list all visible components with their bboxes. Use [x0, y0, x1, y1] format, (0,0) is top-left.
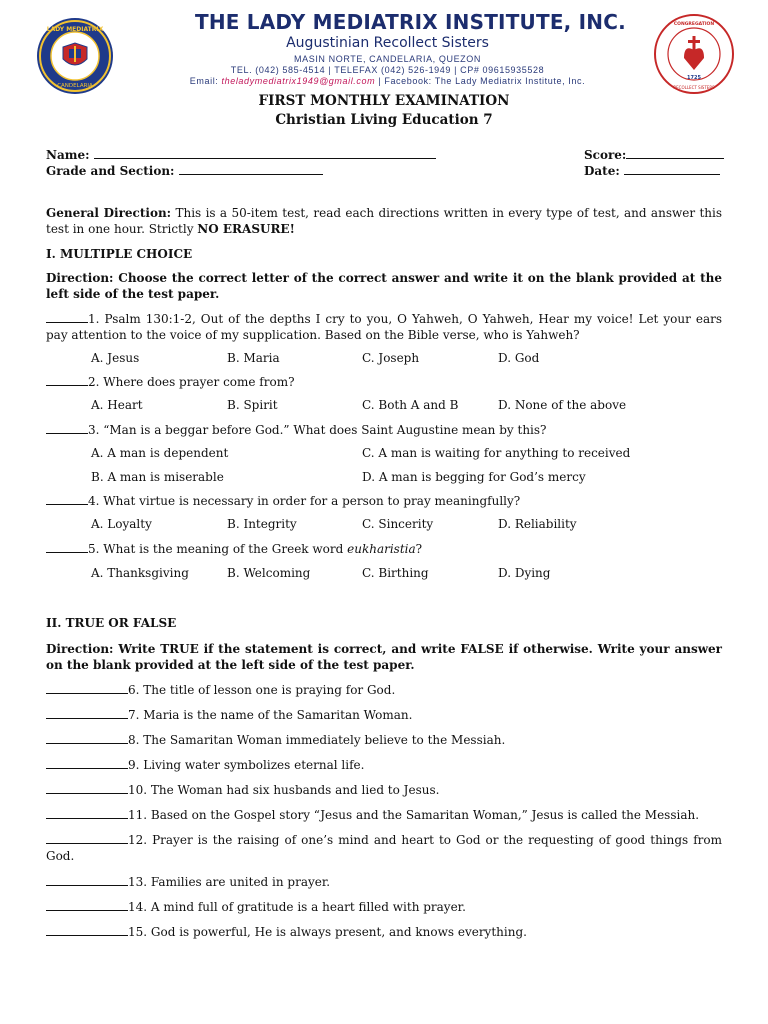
answer-blank[interactable] [46, 682, 128, 694]
q2-option-b: B. Spirit [227, 398, 278, 412]
answer-blank[interactable] [46, 899, 128, 911]
q2-option-d: D. None of the above [498, 398, 627, 412]
q5-option-b: B. Welcoming [227, 566, 311, 580]
answer-blank[interactable] [46, 707, 128, 719]
answer-blank[interactable] [46, 732, 128, 744]
answer-blank[interactable] [46, 782, 128, 794]
question-text: 1. Psalm 130:1-2, Out of the depths I cry to you, O Yahweh, O Yahweh, Hear my voice! Let your ears pay attention to the voice of my supplication. Based on the Bible verse, who is Yahweh? [46, 312, 722, 342]
q4-option-d: D. Reliability [498, 517, 577, 531]
date-field[interactable] [584, 163, 720, 179]
answer-blank[interactable] [46, 832, 128, 844]
q4-option-c: C. Sincerity [362, 517, 434, 531]
question-text: 5. What is the meaning of the Greek word [88, 542, 348, 556]
answer-blank[interactable] [46, 807, 128, 819]
question-mark: ? [415, 542, 423, 556]
email-label: Email: [189, 76, 222, 86]
tf-item-11 [46, 807, 699, 823]
question-5 [46, 541, 422, 557]
answer-blank[interactable] [46, 874, 128, 886]
school-contact-line [145, 76, 630, 86]
multiple-choice-direction: Direction: Choose the correct letter of the correct answer and write it on the blank provided at the left side of the test paper. [46, 271, 722, 301]
q3-option-b: B. A man is miserable [91, 470, 224, 484]
general-direction [46, 205, 722, 237]
question-4 [46, 493, 520, 509]
exam-subject: Christian Living Education 7 [275, 112, 493, 128]
general-direction-text: This is a 50-item test, read each directions written in every type of test, and answer this test in one hour. Strictly [46, 206, 722, 236]
statement-text: 12. Prayer is the raising of one’s mind and heart to God or the requesting of good things from God. [46, 833, 722, 863]
svg-text:CONGREGATION: CONGREGATION [673, 22, 715, 27]
answer-blank[interactable] [46, 757, 128, 769]
tf-item-7 [46, 707, 412, 723]
q5-option-d: D. Dying [498, 566, 551, 580]
school-email[interactable]: theladymediatrix1949@gmail.com [221, 76, 376, 86]
answer-blank[interactable] [46, 541, 88, 553]
q5-option-c: C. Birthing [362, 566, 429, 580]
statement-text: 9. Living water symbolizes eternal life. [128, 758, 365, 772]
q4-option-b: B. Integrity [227, 517, 297, 531]
statement-text: 7. Maria is the name of the Samaritan Woman. [128, 708, 413, 722]
statement-text: 15. God is powerful, He is always present, and knows everything. [128, 925, 527, 939]
answer-blank[interactable] [46, 311, 88, 323]
school-phones: TEL. (042) 585-4514 | TELEFAX (042) 526-1949 | CP# 09615935528 [230, 65, 545, 75]
q2-option-a: A. Heart [91, 398, 143, 412]
congregation-seal-right [654, 14, 734, 94]
tf-item-10 [46, 782, 439, 798]
statement-text: 6. The title of lesson one is praying for God. [128, 683, 396, 697]
section-title-true-or-false: II. TRUE OR FALSE [46, 616, 177, 630]
question-1 [46, 311, 722, 343]
score-field[interactable] [584, 147, 724, 163]
greek-word: eukharistia [347, 542, 416, 556]
svg-text:LADY MEDIATRIX: LADY MEDIATRIX [46, 26, 104, 33]
statement-text: 10. The Woman had six husbands and lied to Jesus. [128, 783, 440, 797]
question-text: 4. What virtue is necessary in order for a person to pray meaningfully? [88, 494, 521, 508]
q2-option-c: C. Both A and B [362, 398, 459, 412]
statement-text: 8. The Samaritan Woman immediately believe to the Messiah. [128, 733, 506, 747]
answer-blank[interactable] [46, 493, 88, 505]
no-erasure-emphasis: NO ERASURE! [197, 222, 295, 236]
q4-option-a: A. Loyalty [91, 517, 152, 531]
statement-text: 13. Families are united in prayer. [128, 875, 331, 889]
date-blank[interactable] [624, 163, 720, 175]
tf-item-13 [46, 874, 330, 890]
section-title-multiple-choice: I. MULTIPLE CHOICE [46, 247, 193, 261]
tf-item-8 [46, 732, 505, 748]
svg-text:1725: 1725 [687, 75, 701, 81]
q1-option-d: D. God [498, 351, 540, 365]
general-direction-label: General Direction: [46, 206, 172, 220]
q5-option-a: A. Thanksgiving [91, 566, 189, 580]
score-label: Score: [584, 148, 627, 162]
tf-item-12 [46, 832, 722, 864]
q3-option-a: A. A man is dependent [91, 446, 229, 460]
q3-option-d: D. A man is begging for God’s mercy [362, 470, 586, 484]
grade-section-label: Grade and Section: [46, 164, 175, 178]
school-address: MASIN NORTE, CANDELARIA, QUEZON [294, 54, 481, 64]
question-2 [46, 374, 295, 390]
true-false-direction: Direction: Write TRUE if the statement is correct, and write FALSE if otherwise. Write your answer on the blank provided at the left side of the test paper. [46, 642, 722, 672]
q1-option-a: A. Jesus [91, 351, 140, 365]
statement-text: 11. Based on the Gospel story “Jesus and the Samaritan Woman,” Jesus is called the Messiah. [128, 808, 700, 822]
tf-item-15 [46, 924, 527, 940]
school-seal-left [36, 17, 114, 95]
question-3 [46, 422, 546, 438]
statement-text: 14. A mind full of gratitude is a heart filled with prayer. [128, 900, 466, 914]
tf-item-6 [46, 682, 395, 698]
answer-blank[interactable] [46, 374, 88, 386]
tf-item-14 [46, 899, 466, 915]
tf-item-9 [46, 757, 364, 773]
exam-title: FIRST MONTHLY EXAMINATION [258, 93, 510, 109]
congregation-name: Augustinian Recollect Sisters [286, 35, 489, 51]
grade-section-blank[interactable] [179, 163, 323, 175]
facebook-text: | Facebook: The Lady Mediatrix Institute, Inc. [375, 76, 586, 86]
svg-text:RECOLLECT SISTERS: RECOLLECT SISTERS [673, 85, 715, 90]
name-field[interactable] [46, 147, 436, 163]
svg-text:CANDELARIA: CANDELARIA [57, 83, 93, 89]
name-label: Name: [46, 148, 90, 162]
grade-section-field[interactable] [46, 163, 323, 179]
q1-option-c: C. Joseph [362, 351, 420, 365]
q3-option-c: C. A man is waiting for anything to received [362, 446, 631, 460]
q1-option-b: B. Maria [227, 351, 280, 365]
answer-blank[interactable] [46, 924, 128, 936]
date-label: Date: [584, 164, 620, 178]
answer-blank[interactable] [46, 422, 88, 434]
question-text: 3. “Man is a beggar before God.” What does Saint Augustine mean by this? [88, 423, 547, 437]
name-blank[interactable] [94, 147, 436, 159]
score-blank[interactable] [626, 147, 724, 159]
question-text: 2. Where does prayer come from? [88, 375, 295, 389]
institution-name: THE LADY MEDIATRIX INSTITUTE, INC. [195, 10, 626, 34]
